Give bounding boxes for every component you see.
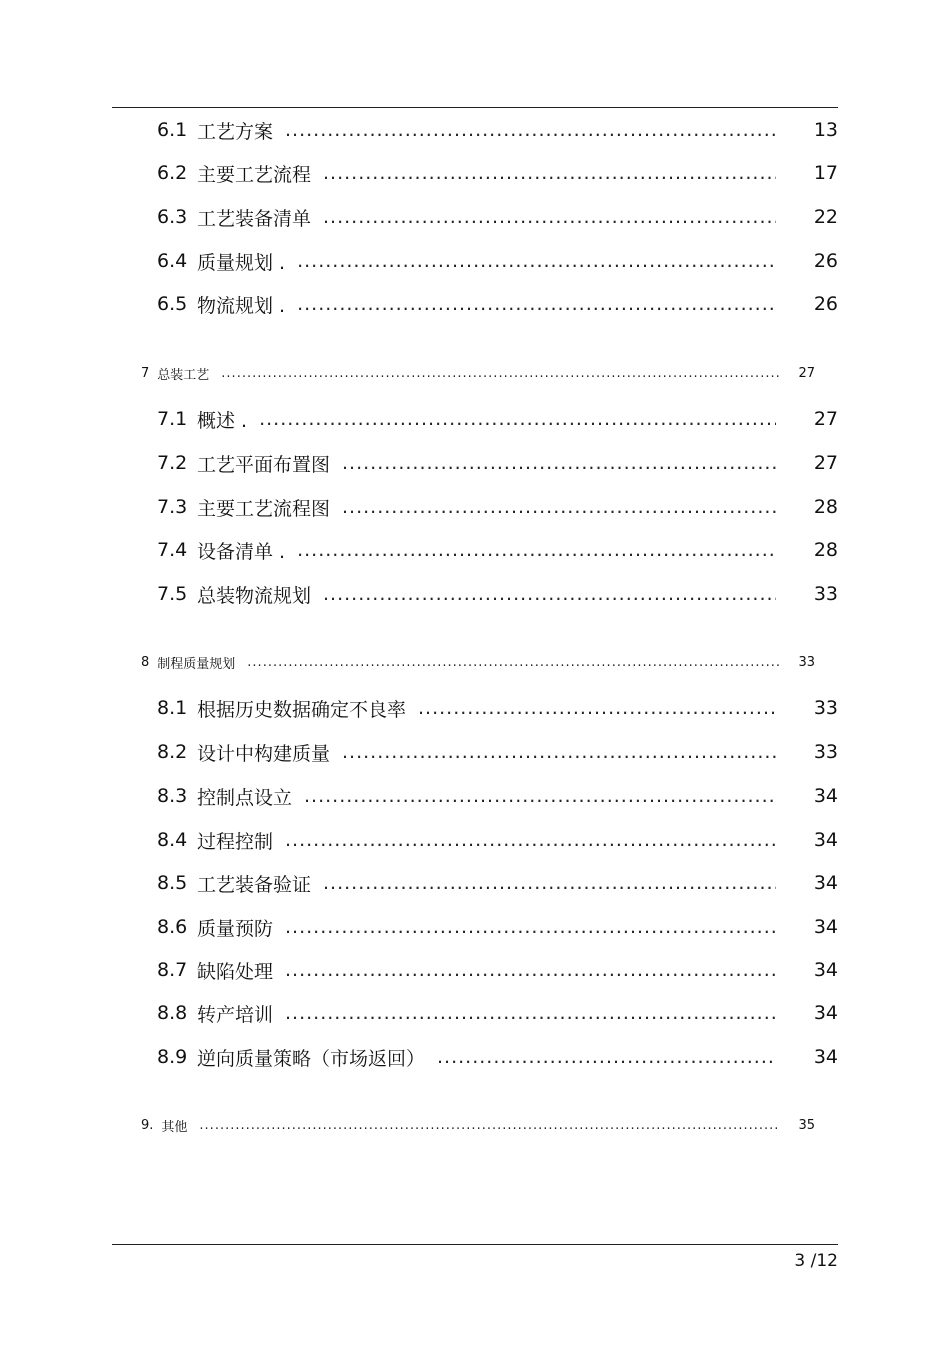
toc-section-entry[interactable] (157, 693, 838, 723)
toc-dot-leader (297, 539, 776, 561)
toc-entry-title: 控制点设立 (197, 786, 293, 809)
toc-section-entry[interactable] (157, 912, 838, 942)
toc-entry-title: 工艺平面布置图 (197, 453, 331, 476)
toc-chapter-entry[interactable] (141, 1115, 815, 1135)
toc-entry-page: 27 (798, 365, 815, 381)
toc-entry-title: 根据历史数据确定不良率 (197, 698, 407, 721)
toc-entry-title: 工艺装备清单 (197, 207, 312, 230)
toc-entry-title: 质量预防 (197, 917, 274, 940)
footer-rule (112, 1244, 838, 1245)
header-rule (112, 107, 838, 108)
toc-section-entry[interactable] (157, 1042, 838, 1072)
toc-section-entry[interactable] (157, 737, 838, 767)
toc-entry-number: 8.2 (157, 741, 188, 763)
toc-entry-number: 7.2 (157, 452, 188, 474)
toc-entry-title: 主要工艺流程图 (197, 497, 331, 520)
toc-entry-page: 28 (813, 539, 838, 561)
toc-entry-number: 7.1 (157, 408, 188, 430)
toc-entry-title: 转产培训 (197, 1003, 274, 1026)
toc-entry-page: 34 (813, 785, 838, 807)
toc-entry-number: 7 (141, 365, 150, 381)
toc-entry-number: 6.1 (157, 119, 188, 141)
toc-section-entry[interactable] (157, 289, 838, 319)
toc-entry-number: 6.3 (157, 206, 188, 228)
toc-entry-number: 6.5 (157, 293, 188, 315)
toc-dot-leader (418, 697, 776, 719)
toc-entry-title: 其他 (161, 1119, 188, 1135)
toc-entry-number: 8.1 (157, 697, 188, 719)
toc-section-entry[interactable] (157, 579, 838, 609)
toc-dot-leader (285, 959, 776, 981)
toc-entry-page: 27 (813, 452, 838, 474)
toc-section-entry[interactable] (157, 158, 838, 188)
toc-entry-page: 34 (813, 872, 838, 894)
toc-dot-leader (323, 583, 776, 605)
toc-dot-leader (437, 1046, 776, 1068)
toc-entry-title: 物流规划 . (197, 294, 286, 317)
toc-entry-page: 34 (813, 916, 838, 938)
toc-section-entry[interactable] (157, 955, 838, 985)
toc-section-entry[interactable] (157, 998, 838, 1028)
toc-entry-page: 33 (813, 697, 838, 719)
toc-entry-number: 8.7 (157, 959, 188, 981)
toc-entry-title: 过程控制 (197, 830, 274, 853)
toc-dot-leader (297, 293, 776, 315)
toc-dot-leader (199, 1118, 779, 1133)
toc-entry-title: 设计中构建质量 (197, 742, 331, 765)
toc-section-entry[interactable] (157, 202, 838, 232)
toc-entry-page: 28 (813, 496, 838, 518)
toc-entry-title: 总装物流规划 (197, 584, 312, 607)
toc-entry-title: 质量规划 . (197, 251, 286, 274)
toc-entry-title: 工艺装备验证 (197, 873, 312, 896)
toc-section-entry[interactable] (157, 404, 838, 434)
toc-entry-page: 17 (813, 162, 838, 184)
toc-entry-page: 26 (813, 250, 838, 272)
toc-section-entry[interactable] (157, 868, 838, 898)
toc-entry-page: 34 (813, 1002, 838, 1024)
toc-entry-number: 8.6 (157, 916, 188, 938)
toc-entry-page: 33 (813, 741, 838, 763)
page-indicator: 3 /12 (794, 1251, 838, 1271)
toc-entry-page: 22 (813, 206, 838, 228)
toc-entry-number: 7.3 (157, 496, 188, 518)
toc-entry-number: 6.2 (157, 162, 188, 184)
toc-entry-title: 制程质量规划 (157, 656, 236, 672)
toc-section-entry[interactable] (157, 825, 838, 855)
toc-entry-title: 设备清单 . (197, 540, 286, 563)
toc-dot-leader (221, 366, 779, 381)
toc-section-entry[interactable] (157, 448, 838, 478)
toc-entry-title: 工艺方案 (197, 120, 274, 143)
toc-entry-title: 主要工艺流程 (197, 163, 312, 186)
toc-dot-leader (323, 872, 776, 894)
toc-entry-number: 8 (141, 654, 150, 670)
toc-entry-title: 概述 . (197, 409, 248, 432)
toc-entry-number: 8.9 (157, 1046, 188, 1068)
toc-section-entry[interactable] (157, 115, 838, 145)
toc-dot-leader (304, 785, 776, 807)
toc-dot-leader (247, 655, 779, 670)
toc-dot-leader (342, 741, 776, 763)
toc-entry-number: 8.4 (157, 829, 188, 851)
toc-entry-page: 34 (813, 829, 838, 851)
toc-entry-page: 34 (813, 959, 838, 981)
toc-entry-number: 8.3 (157, 785, 188, 807)
toc-section-entry[interactable] (157, 492, 838, 522)
toc-entry-number: 8.5 (157, 872, 188, 894)
toc-entry-number: 9. (141, 1117, 154, 1133)
toc-dot-leader (285, 829, 776, 851)
toc-dot-leader (323, 162, 776, 184)
toc-dot-leader (342, 452, 776, 474)
toc-dot-leader (259, 408, 776, 430)
toc-entry-page: 33 (798, 654, 815, 670)
toc-entry-page: 26 (813, 293, 838, 315)
toc-entry-number: 7.5 (157, 583, 188, 605)
toc-entry-page: 35 (798, 1117, 815, 1133)
toc-section-entry[interactable] (157, 535, 838, 565)
toc-dot-leader (342, 496, 776, 518)
toc-entry-page: 33 (813, 583, 838, 605)
toc-section-entry[interactable] (157, 781, 838, 811)
toc-entry-title: 逆向质量策略（市场返回） (197, 1047, 426, 1070)
toc-dot-leader (323, 206, 776, 228)
toc-dot-leader (285, 916, 776, 938)
toc-dot-leader (285, 1002, 776, 1024)
toc-chapter-entry[interactable] (141, 652, 815, 672)
toc-entry-number: 8.8 (157, 1002, 188, 1024)
toc-entry-page: 13 (813, 119, 838, 141)
toc-dot-leader (285, 119, 776, 141)
toc-entry-title: 缺陷处理 (197, 960, 274, 983)
toc-entry-page: 27 (813, 408, 838, 430)
toc-entry-title: 总装工艺 (157, 367, 210, 383)
toc-dot-leader (297, 250, 776, 272)
toc-entry-page: 34 (813, 1046, 838, 1068)
toc-section-entry[interactable] (157, 246, 838, 276)
toc-chapter-entry[interactable] (141, 363, 815, 383)
toc-entry-number: 7.4 (157, 539, 188, 561)
toc-entry-number: 6.4 (157, 250, 188, 272)
